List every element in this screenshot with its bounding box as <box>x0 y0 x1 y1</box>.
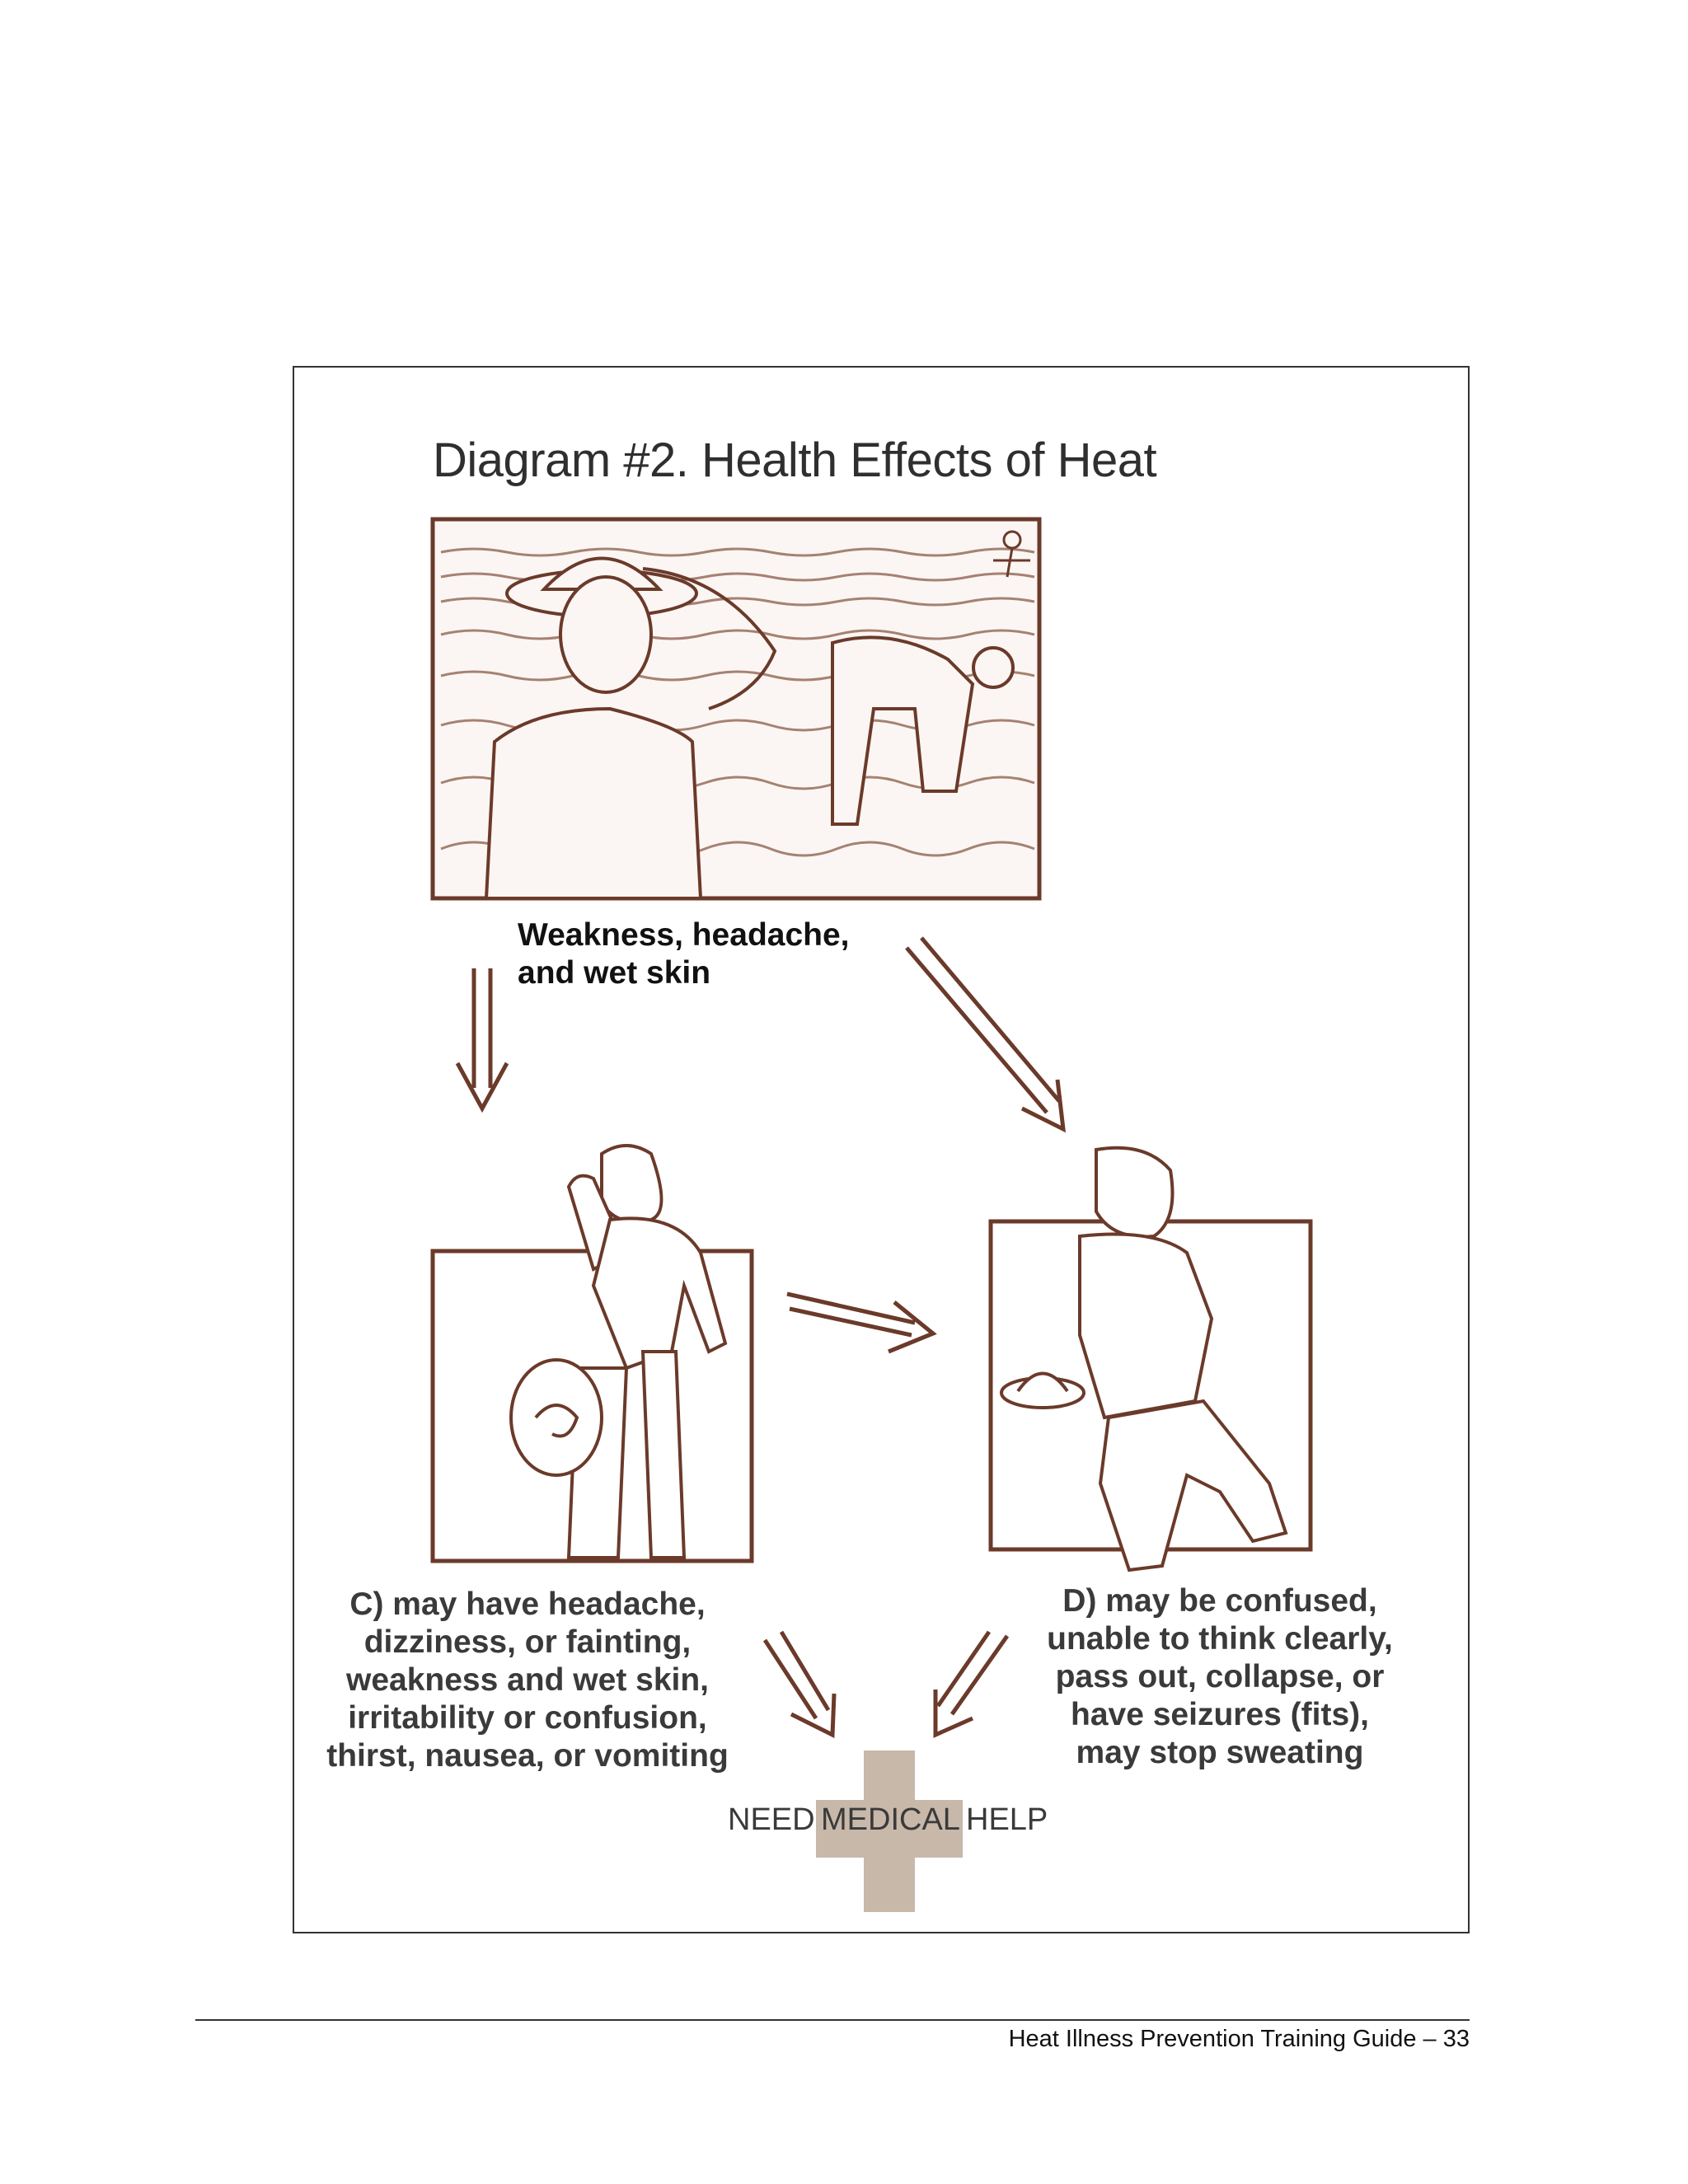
need-label: NEED <box>728 1802 815 1837</box>
stage-c-line: C) may have headache, <box>349 1586 706 1622</box>
stage-d-caption <box>1034 1582 1405 1772</box>
stage-d-line: pass out, collapse, or <box>1055 1659 1385 1694</box>
arrow-c-to-help <box>765 1632 834 1735</box>
stage-c-line: weakness and wet skin, <box>345 1662 710 1698</box>
stage-c-line: dizziness, or fainting, <box>363 1624 692 1660</box>
footer-page-label: Heat Illness Prevention Training Guide – 33 <box>1008 2026 1470 2052</box>
medical-label: MEDICAL <box>821 1802 960 1837</box>
footer-divider <box>195 2019 1470 2021</box>
arrow-d-to-help <box>935 1632 1007 1735</box>
stage-a-line: and wet skin <box>518 955 711 991</box>
stage-d-line: unable to think clearly, <box>1047 1621 1393 1657</box>
stage-a-line: Weakness, headache, <box>518 917 850 953</box>
field-illustration <box>433 519 1039 898</box>
stage-c-line: irritability or confusion, <box>348 1700 707 1736</box>
bending-worker-illustration <box>433 1146 752 1561</box>
arrow-a-to-d <box>907 938 1063 1129</box>
kneeling-worker-illustration <box>991 1148 1311 1570</box>
arrow-a-to-c <box>457 968 507 1108</box>
stage-d-line: D) may be confused, <box>1062 1583 1377 1619</box>
diagram-title: Diagram #2. Health Effects of Heat <box>433 434 1157 487</box>
stage-c-line: thirst, nausea, or vomiting <box>326 1738 729 1774</box>
stage-a-caption <box>518 916 850 992</box>
stage-c-caption <box>313 1586 742 1775</box>
help-label: HELP <box>966 1802 1048 1837</box>
stage-d-line: may stop sweating <box>1076 1735 1364 1770</box>
stage-d-line: have seizures (fits), <box>1071 1697 1369 1732</box>
arrow-c-to-d <box>787 1294 933 1352</box>
